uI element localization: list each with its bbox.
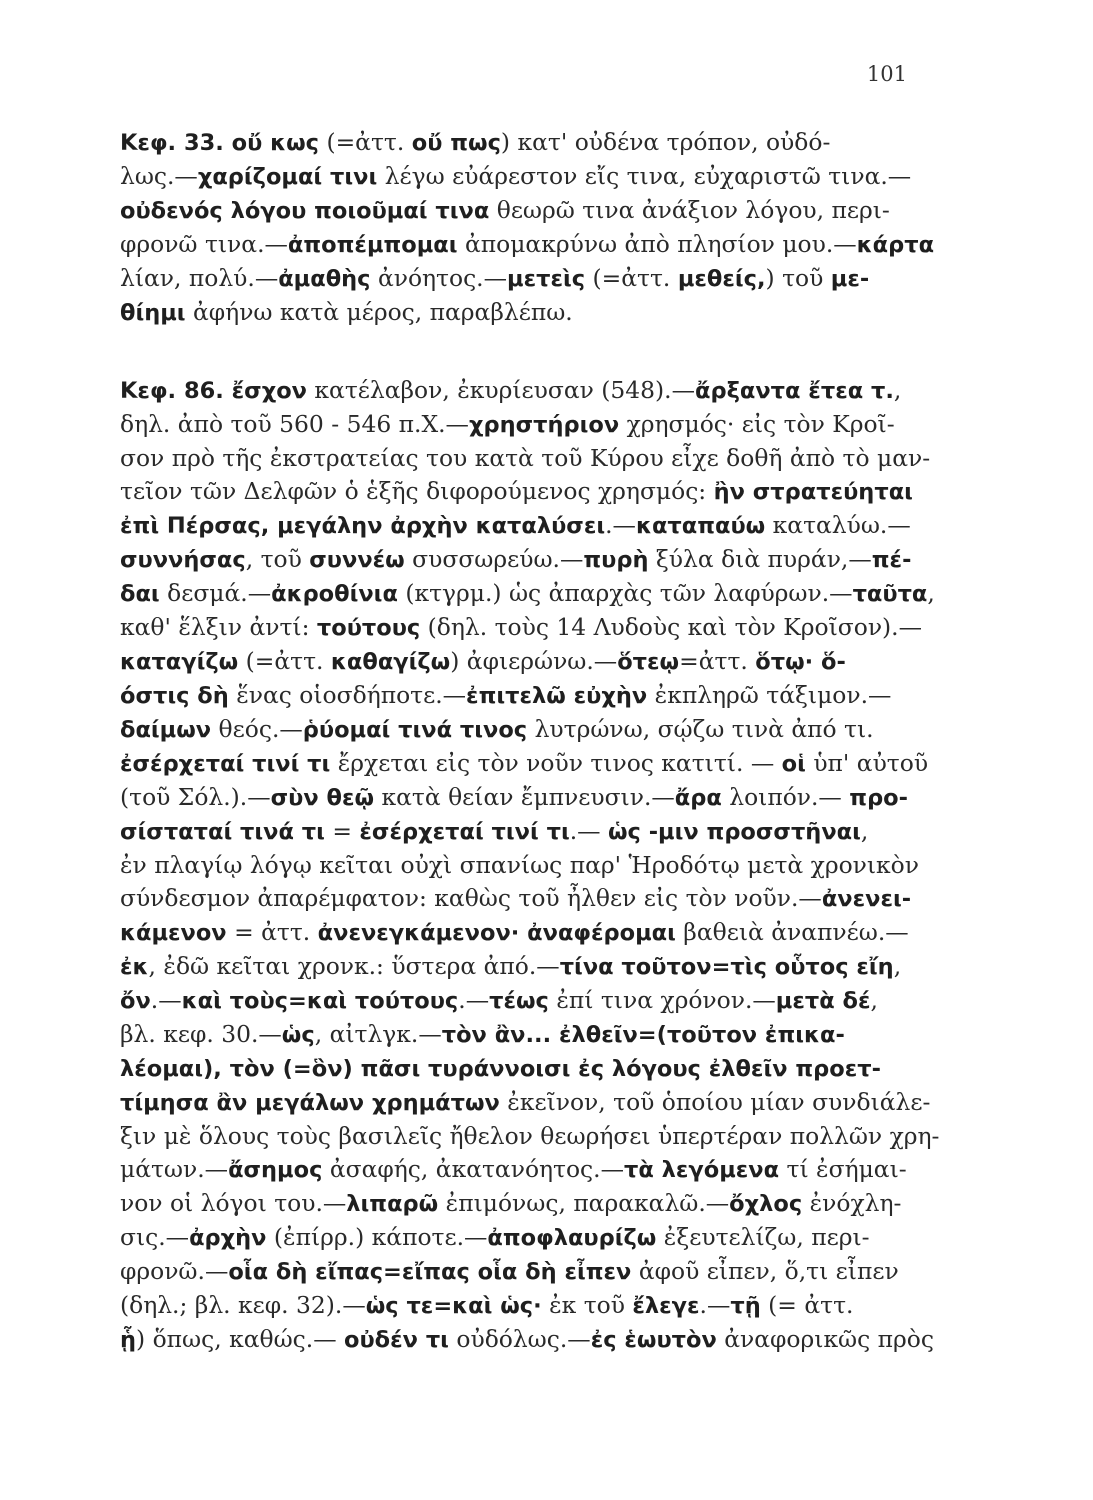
gloss-text: ἔρχεται εἰς τὸν νοῦν τινος κατιτί. — xyxy=(330,749,782,777)
headword: χαρίζομαί τινι xyxy=(197,164,378,190)
gloss-text: (κτγρμ.) ὡς ἀπαρχὰς τῶν λαφύρων.— xyxy=(397,579,853,607)
headword: συννήσας xyxy=(120,547,246,573)
gloss-text: =ἀττ. xyxy=(679,647,756,675)
gloss-text: ἀφήνω κατὰ μέρος, παραβλέπω. xyxy=(185,298,573,326)
headword: μετεὶς xyxy=(507,266,586,292)
headword: τὰ λεγόμενα xyxy=(624,1157,780,1183)
gloss-text: ) ὅπως, καθώς.— xyxy=(136,1325,345,1353)
gloss-text: τεῖον τῶν Δελφῶν ὁ ἑξῆς διφορούμενος χρησμός: xyxy=(120,477,714,505)
headword: ἀνενει- xyxy=(821,886,912,912)
text-line xyxy=(120,1323,934,1357)
gloss-text: ξιν μὲ ὅλους τοὺς βασιλεῖς ἤθελον θεωρήσει ὑπερτέραν πολλῶν χρη- xyxy=(120,1122,940,1150)
headword: ἔσχον xyxy=(231,378,307,404)
text-line xyxy=(120,194,926,228)
headword: τούτους xyxy=(316,615,421,641)
gloss-text: χρησμός· εἰς τὸν Κροῖ- xyxy=(619,410,895,438)
gloss-text: ἐκ τοῦ xyxy=(541,1291,633,1319)
text-line xyxy=(120,543,926,577)
text-line xyxy=(120,577,935,611)
headword: τίνα τοῦτον=τὶς οὗτος εἴη xyxy=(559,954,894,980)
gloss-text: ἀφοῦ εἶπεν, ὅ,τι εἶπεν xyxy=(631,1257,899,1285)
text-line xyxy=(120,160,926,194)
text-line xyxy=(120,984,926,1018)
text-line xyxy=(120,882,926,916)
headword: ὄχλος xyxy=(729,1191,803,1217)
headword: μετὰ δέ xyxy=(775,988,871,1014)
text-line xyxy=(120,1052,926,1086)
headword: ταῦτα xyxy=(852,581,928,607)
headword: ἐπὶ Πέρσας, μεγάλην ἀρχὴν καταλύσει xyxy=(120,513,606,539)
text-line xyxy=(120,645,926,679)
gloss-text: .— xyxy=(569,817,608,845)
text-line xyxy=(120,296,926,330)
headword: πέ- xyxy=(871,547,912,573)
gloss-text: ἐπί τινα χρόνον.— xyxy=(548,986,776,1014)
gloss-text: ὑπ' αὐτοῦ xyxy=(805,749,929,777)
text-line xyxy=(120,1187,926,1221)
gloss-text: δηλ. ἀπὸ τοῦ 560 - 546 π.Χ.— xyxy=(120,410,469,438)
text-line xyxy=(120,228,935,262)
headword: καὶ τοὺς=καὶ τούτους xyxy=(181,988,459,1014)
gloss-text: ἀνόητος.— xyxy=(370,264,508,292)
headword: ἐκ xyxy=(120,954,149,980)
gloss-text: θεός.— xyxy=(211,715,303,743)
gloss-text: ἐπιμόνως, παρακαλῶ.— xyxy=(438,1189,730,1217)
gloss-text: (=ἀττ. xyxy=(585,264,678,292)
gloss-text: βλ. κεφ. 30.— xyxy=(120,1020,282,1048)
gloss-text: λυτρώνω, σῴζω τινὰ ἀπό τι. xyxy=(527,715,874,743)
gloss-text: , ἐδῶ κεῖται χρονκ.: ὕστερα ἀπό.— xyxy=(148,952,560,980)
gloss-text: , xyxy=(870,986,878,1014)
text-line xyxy=(120,1086,931,1120)
text-line xyxy=(120,679,926,713)
gloss-text: (δηλ.; βλ. κεφ. 32).— xyxy=(120,1291,366,1319)
headword: ἄρα xyxy=(674,785,722,811)
headword: λέομαι), τὸν (=ὃν) πᾶσι τυράννοισι ἐς λόγους ἐλθεῖν προετ- xyxy=(120,1056,881,1082)
headword: σὺν θεῷ xyxy=(270,785,375,811)
gloss-text: (=ἀττ. xyxy=(319,128,412,156)
page-number: 101 xyxy=(866,62,907,86)
headword: ῥύομαί τινά τινος xyxy=(302,717,528,743)
text-line xyxy=(120,1120,940,1153)
headword: ἐπιτελῶ εὐχὴν xyxy=(466,683,648,709)
text-line xyxy=(120,408,926,442)
headword: ἐσέρχεταί τινί τι xyxy=(359,819,570,845)
headword: με- xyxy=(830,266,870,292)
headword: μεθείς, xyxy=(677,266,766,292)
headword: ὡς -μιν προσστῆναι xyxy=(607,819,861,845)
gloss-text: τί ἐσήμαι- xyxy=(779,1155,907,1183)
headword: τὸν ἂν... ἐλθεῖν=(τοῦτον ἐπικα- xyxy=(441,1022,845,1048)
headword: ἀμαθὴς xyxy=(278,266,371,292)
headword: οὔ πως xyxy=(411,130,501,156)
text-line xyxy=(120,747,929,781)
headword: όστις δὴ xyxy=(120,683,229,709)
headword: τῇ xyxy=(730,1293,761,1319)
headword: Κεφ. 86. xyxy=(120,378,232,404)
headword: τίμησα ἂν μεγάλων χρημάτων xyxy=(120,1090,500,1116)
gloss-text: ἀσαφής, ἀκατανόητος.— xyxy=(322,1155,624,1183)
headword: ἀνενεγκάμενον· ἀναφέρομαι xyxy=(317,920,676,946)
gloss-text: ἐκεῖνον, τοῦ ὁποίου μίαν συνδιάλε- xyxy=(499,1088,931,1116)
headword: οἷα δὴ εἴπας=εἴπας οἷα δὴ εἶπεν xyxy=(228,1259,632,1285)
gloss-text: , xyxy=(893,952,902,980)
gloss-text: λως.— xyxy=(120,162,198,190)
headword: ἀποφλαυρίζω xyxy=(487,1225,657,1251)
headword: θίημι xyxy=(120,300,186,326)
gloss-text: δεσμά.— xyxy=(159,579,272,607)
text-line xyxy=(120,1221,926,1255)
gloss-text: οὐδόλως.— xyxy=(448,1325,591,1353)
headword: κάμενον xyxy=(120,920,227,946)
gloss-text: ) κατ' οὐδένα τρόπον, οὐδό- xyxy=(500,128,831,156)
gloss-text: συσσωρεύω.— xyxy=(404,545,584,573)
headword: ἔλεγε xyxy=(632,1293,700,1319)
gloss-text: ἀπομακρύνω ἀπὸ πλησίον μου.— xyxy=(457,230,857,258)
headword: οὐδέν τι xyxy=(344,1327,449,1353)
section-chapter-86 xyxy=(120,374,940,1357)
gloss-text: , xyxy=(927,579,935,607)
gloss-text: θεωρῶ τινα ἀνάξιον λόγου, περι- xyxy=(489,196,890,224)
gloss-text: ἀναφορικῶς πρὸς xyxy=(716,1325,934,1353)
headword: ᾗ xyxy=(120,1327,137,1353)
headword: χρηστήριον xyxy=(468,412,620,438)
gloss-text: φρονῶ.— xyxy=(120,1257,229,1285)
headword: πυρὴ xyxy=(583,547,649,573)
gloss-text: καθ' ἕλξιν ἀντί: xyxy=(120,613,317,641)
gloss-text: .— xyxy=(699,1291,731,1319)
text-line xyxy=(120,262,926,296)
gloss-text: (=ἀττ. xyxy=(238,647,331,675)
gloss-text: ἐν πλαγίῳ λόγῳ κεῖται οὐχὶ σπανίως παρ' Ἡροδότῳ μετὰ χρονικὸν xyxy=(120,851,919,879)
gloss-text: (δηλ. τοὺς 14 Λυδοὺς καὶ τὸν Κροῖσον).— xyxy=(420,613,923,641)
gloss-text: ξύλα διὰ πυράν,— xyxy=(648,545,872,573)
headword: οἱ xyxy=(781,751,806,777)
text-line xyxy=(120,1153,926,1187)
gloss-text: φρονῶ τινα.— xyxy=(120,230,288,258)
headword: ἄρξαντα ἔτεα τ. xyxy=(695,378,894,404)
headword: Κεφ. 33. xyxy=(120,130,232,156)
gloss-text: μάτων.— xyxy=(120,1155,229,1183)
headword: καταγίζω xyxy=(120,649,239,675)
gloss-text: κατὰ θείαν ἔμπνευσιν.— xyxy=(374,783,675,811)
gloss-text: (= ἀττ. xyxy=(760,1291,854,1319)
text-line xyxy=(120,475,926,509)
gloss-text: = xyxy=(324,817,360,845)
headword: ἀρχὴν xyxy=(189,1225,267,1251)
headword: ἐσέρχεταί τινί τι xyxy=(120,751,331,777)
gloss-text: λοιπόν.— xyxy=(721,783,850,811)
gloss-text: νον οἱ λόγοι του.— xyxy=(120,1189,347,1217)
headword: ὡς τε=καὶ ὡς· xyxy=(365,1293,542,1319)
headword: δαίμων xyxy=(120,717,212,743)
gloss-text: , τοῦ xyxy=(245,545,310,573)
headword: ἄσημος xyxy=(228,1157,323,1183)
gloss-text: σον πρὸ τῆς ἐκστρατείας του κατὰ τοῦ Κύρου εἶχε δοθῆ ἀπὸ τὸ μαν- xyxy=(120,444,931,472)
gloss-text: λίαν, πολύ.— xyxy=(120,264,279,292)
text-line xyxy=(120,1018,926,1052)
gloss-text: (ἐπίρρ.) κάποτε.— xyxy=(266,1223,488,1251)
gloss-text: (τοῦ Σόλ.).— xyxy=(120,783,271,811)
gloss-text: .— xyxy=(150,986,182,1014)
headword: καταπαύω xyxy=(635,513,766,539)
gloss-text: σύνδεσμον ἀπαρέμφατον: καθὼς τοῦ ἦλθεν εἰς τὸν νοῦν.— xyxy=(120,884,822,912)
text-line xyxy=(120,849,926,882)
text-line xyxy=(120,509,926,543)
headword: ἀκροθίνια xyxy=(271,581,398,607)
headword: συννέω xyxy=(309,547,405,573)
text-line xyxy=(120,815,926,849)
headword: οὔ κως xyxy=(231,130,320,156)
headword: ἐς ἑωυτὸν xyxy=(590,1327,717,1353)
gloss-text: ) τοῦ xyxy=(765,264,831,292)
headword: ἀποπέμπομαι xyxy=(287,232,458,258)
headword: ἢν στρατεύηται xyxy=(713,479,913,505)
gloss-text: ) ἀφιερώνω.— xyxy=(450,647,618,675)
text-line xyxy=(120,374,926,408)
gloss-text: ἐξευτελίζω, περι- xyxy=(656,1223,870,1251)
gloss-text: ἕνας οἱοσδήποτε.— xyxy=(228,681,467,709)
headword: σίσταταί τινά τι xyxy=(120,819,325,845)
text-line xyxy=(120,1255,926,1289)
gloss-text: , xyxy=(860,817,869,845)
headword: κάρτα xyxy=(856,232,935,258)
headword: οὐδενός λόγου ποιοῦμαί τινα xyxy=(120,198,490,224)
text-line xyxy=(120,781,926,815)
gloss-text: ἐκπληρῶ τάξιμον.— xyxy=(647,681,892,709)
gloss-text: κατέλαβον, ἐκυρίευσαν (548).— xyxy=(307,376,696,404)
text-line xyxy=(120,950,926,984)
gloss-text: βαθειὰ ἀναπνέω.— xyxy=(675,918,909,946)
headword: ὅτεῳ xyxy=(617,649,680,675)
gloss-text: = ἀττ. xyxy=(226,918,318,946)
text-line xyxy=(120,611,926,645)
headword: ὡς xyxy=(281,1022,315,1048)
gloss-text: , xyxy=(893,376,902,404)
text-line xyxy=(120,713,926,747)
gloss-text: .— xyxy=(458,986,490,1014)
headword: δαι xyxy=(120,581,160,607)
headword: καθαγίζω xyxy=(330,649,451,675)
gloss-text: .— xyxy=(605,511,636,539)
text-line xyxy=(120,916,926,950)
text-line xyxy=(120,126,926,160)
gloss-text: , αἰτλγκ.— xyxy=(314,1020,442,1048)
headword: ὅτῳ· ὅ- xyxy=(755,649,846,675)
headword: τέως xyxy=(489,988,549,1014)
headword: προ- xyxy=(849,785,908,811)
headword: λιπαρῶ xyxy=(346,1191,439,1217)
gloss-text: σις.— xyxy=(120,1223,190,1251)
gloss-text: λέγω εὐάρεστον εἴς τινα, εὐχαριστῶ τινα.— xyxy=(377,162,912,190)
section-chapter-33 xyxy=(120,126,935,330)
gloss-text: ἐνόχλη- xyxy=(802,1189,902,1217)
text-line xyxy=(120,1289,926,1323)
headword: ὄν xyxy=(120,988,151,1014)
text-line xyxy=(120,442,931,475)
gloss-text: καταλύω.— xyxy=(765,511,911,539)
